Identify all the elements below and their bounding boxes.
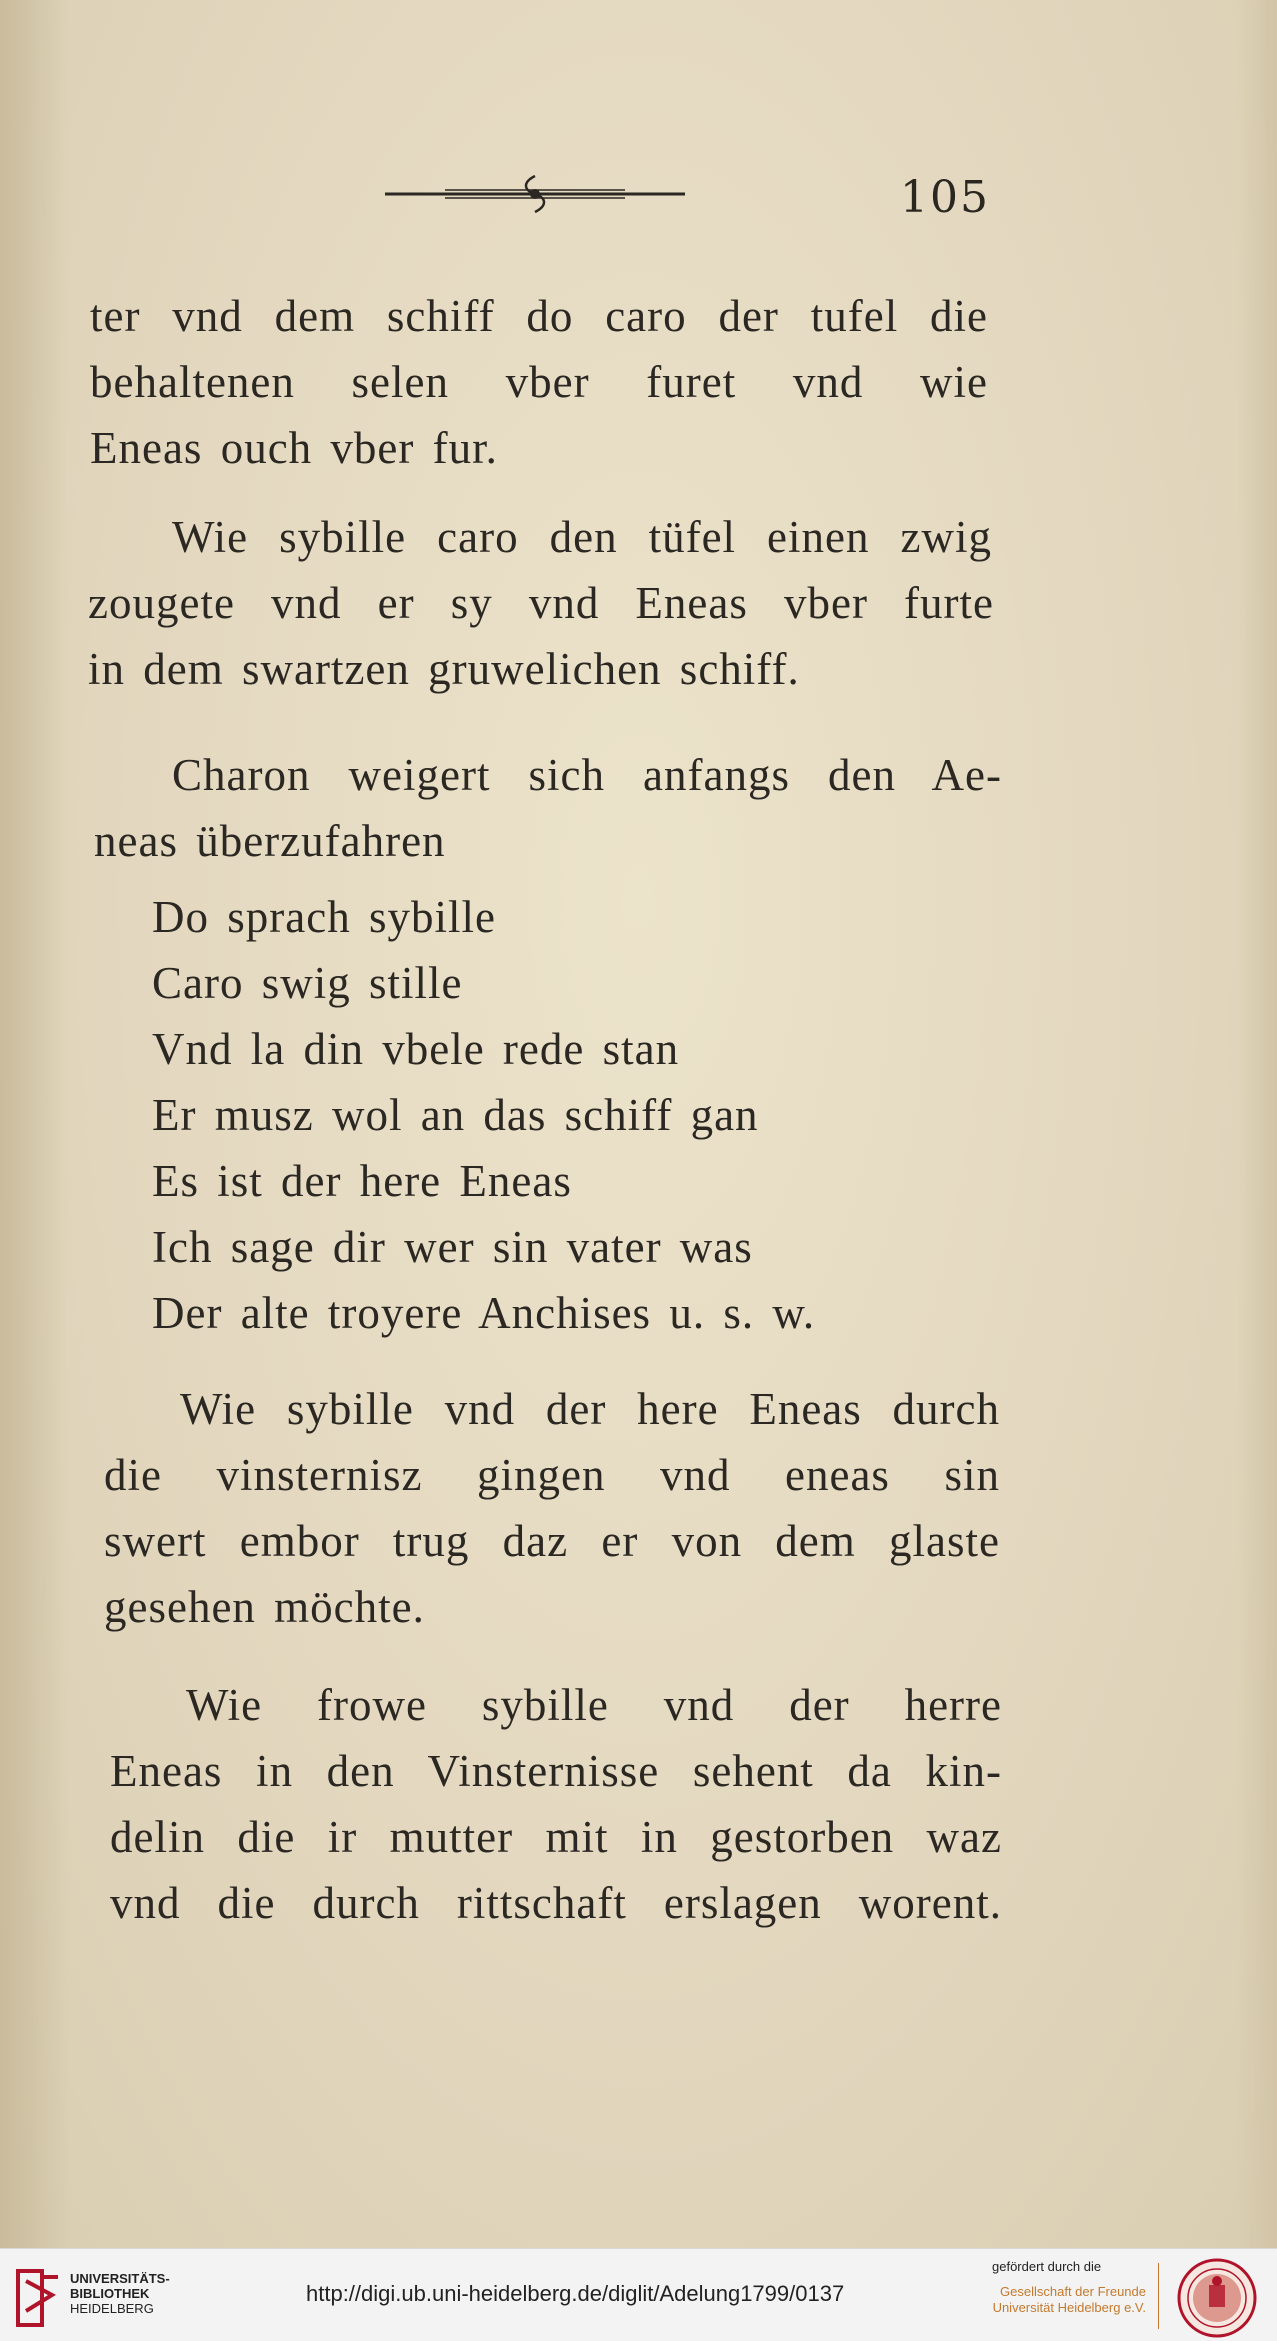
library-logo-icon xyxy=(12,2267,62,2329)
library-name-line: UNIVERSITÄTS- xyxy=(70,2271,170,2286)
verse-line: Der alte troyere Anchises u. s. w. xyxy=(152,1288,816,1338)
verse-line: Ich sage dir wer sin vater was xyxy=(152,1222,753,1272)
sponsor-name: Gesellschaft der Freunde xyxy=(1000,2284,1146,2299)
text-line: vnd die durch rittschaft erslagen worent. xyxy=(110,1878,1002,1928)
university-seal-icon xyxy=(1176,2257,1258,2339)
text-line: Eneas ouch vber fur. xyxy=(90,423,498,473)
text-line: gesehen möchte. xyxy=(104,1582,425,1632)
text-line: behaltenen selen vber furet vnd wie xyxy=(90,357,988,407)
library-name xyxy=(70,2271,170,2316)
viewer-footer xyxy=(0,2248,1277,2341)
ornament-rule-icon xyxy=(385,172,685,216)
text-line: Eneas in den Vinsternisse sehent da kin- xyxy=(110,1746,1002,1796)
divider xyxy=(1158,2263,1159,2329)
sponsor-name: Universität Heidelberg e.V. xyxy=(992,2300,1146,2315)
verse-line: Er musz wol an das schiff gan xyxy=(152,1090,759,1140)
library-name-line: HEIDELBERG xyxy=(70,2301,154,2316)
verse-line: Es ist der here Eneas xyxy=(152,1156,572,1206)
page-number: 105 xyxy=(900,172,990,223)
verse-line: Vnd la din vbele rede stan xyxy=(152,1024,680,1074)
sponsor-block xyxy=(986,2259,1146,2316)
verse-line: Do sprach sybille xyxy=(152,892,496,942)
text-line: Charon weigert sich anfangs den Ae- xyxy=(172,750,1002,800)
text-line: in dem swartzen gruwelichen schiff. xyxy=(88,644,800,694)
permalink[interactable]: http://digi.ub.uni-heidelberg.de/diglit/Adelung1799/0137 xyxy=(306,2281,845,2306)
text-line: swert embor trug daz er von dem glaste xyxy=(104,1516,1000,1566)
verse-line: Caro swig stille xyxy=(152,958,463,1008)
text-line: neas überzufahren xyxy=(94,816,446,866)
library-name-line: BIBLIOTHEK xyxy=(70,2286,150,2301)
text-line: zougete vnd er sy vnd Eneas vber furte xyxy=(88,578,994,628)
text-line: Wie sybille caro den tüfel einen zwig xyxy=(172,512,992,562)
text-line: ter vnd dem schiff do caro der tufel die xyxy=(90,291,988,341)
text-line: Wie frowe sybille vnd der herre xyxy=(186,1680,1002,1730)
sponsor-label: gefördert durch die xyxy=(992,2259,1102,2274)
text-line: Wie sybille vnd der here Eneas durch xyxy=(180,1384,1000,1434)
text-line: delin die ir mutter mit in gestorben waz xyxy=(110,1812,1002,1862)
text-line: die vinsternisz gingen vnd eneas sin xyxy=(104,1450,1000,1500)
